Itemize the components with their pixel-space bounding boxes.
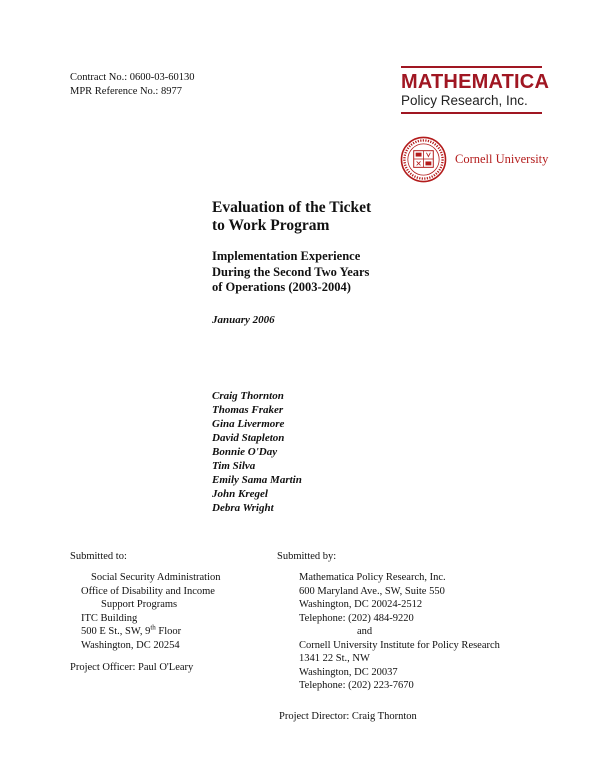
author-name: Gina Livermore — [212, 418, 285, 430]
author-name: Tim Silva — [212, 460, 256, 472]
address-line: Cornell University Institute for Policy Research — [299, 639, 500, 651]
address-line: Social Security Administration — [91, 572, 221, 583]
mpr-reference: MPR Reference No.: 8977 — [70, 85, 182, 97]
project-officer: Project Officer: Paul O'Leary — [70, 662, 194, 673]
cornell-logo — [400, 135, 548, 183]
report-date: January 2006 — [212, 314, 275, 326]
author-name: John Kregel — [212, 488, 268, 500]
mathematica-logo-sub: Policy Research, Inc. — [401, 93, 528, 108]
submitted-by-address — [299, 571, 500, 693]
logo-bottom-rule — [401, 112, 542, 114]
mathematica-logo — [401, 66, 550, 114]
address-line: Support Programs — [101, 599, 178, 610]
address-sup: th — [150, 623, 156, 632]
report-title-line: to Work Program — [212, 217, 330, 234]
project-director: Project Director: Craig Thornton — [279, 711, 417, 722]
author-name: Emily Sama Martin — [212, 474, 302, 486]
cornell-logo-name: Cornell University — [455, 151, 549, 166]
address-line: Washington, DC 20037 — [299, 666, 398, 678]
contract-info — [70, 71, 195, 98]
logo-top-rule — [401, 66, 542, 68]
report-subtitle-line: During the Second Two Years — [212, 264, 370, 279]
report-subtitle-line: of Operations (2003-2004) — [212, 280, 351, 294]
author-name: Bonnie O'Day — [212, 446, 278, 458]
address-text: 500 E St., SW, 9 — [81, 626, 151, 637]
submitted-to-address — [81, 571, 221, 652]
report-subtitle-line: Implementation Experience — [212, 249, 361, 263]
address-line — [81, 625, 221, 639]
report-title-line: Evaluation of the Ticket — [212, 199, 372, 216]
mathematica-logo-name: MATHEMATICA — [401, 71, 550, 93]
address-line: ITC Building — [81, 612, 138, 624]
address-line: 1341 22 St., NW — [299, 653, 370, 664]
address-line: 600 Maryland Ave., SW, Suite 550 — [299, 585, 445, 597]
contract-number: Contract No.: 0600-03-60130 — [70, 72, 195, 83]
author-name: Thomas Fraker — [212, 404, 284, 416]
address-line: Telephone: (202) 484-9220 — [299, 612, 414, 624]
address-line: Mathematica Policy Research, Inc. — [299, 572, 446, 583]
address-and: and — [357, 626, 373, 637]
author-name: David Stapleton — [212, 432, 285, 444]
submitted-by-label: Submitted by: — [277, 551, 337, 562]
address-line: Washington, DC 20254 — [81, 639, 180, 651]
author-list — [212, 389, 302, 515]
author-name: Craig Thornton — [212, 390, 284, 402]
address-line: Office of Disability and Income — [81, 585, 215, 597]
address-line: Washington, DC 20024-2512 — [299, 599, 423, 610]
address-text: Floor — [155, 626, 182, 637]
report-title — [212, 199, 371, 235]
author-name: Debra Wright — [212, 502, 274, 514]
submitted-to-label: Submitted to: — [70, 551, 127, 562]
address-line: Telephone: (202) 223-7670 — [299, 680, 414, 691]
report-subtitle — [212, 249, 369, 296]
cornell-seal-icon — [400, 136, 447, 183]
